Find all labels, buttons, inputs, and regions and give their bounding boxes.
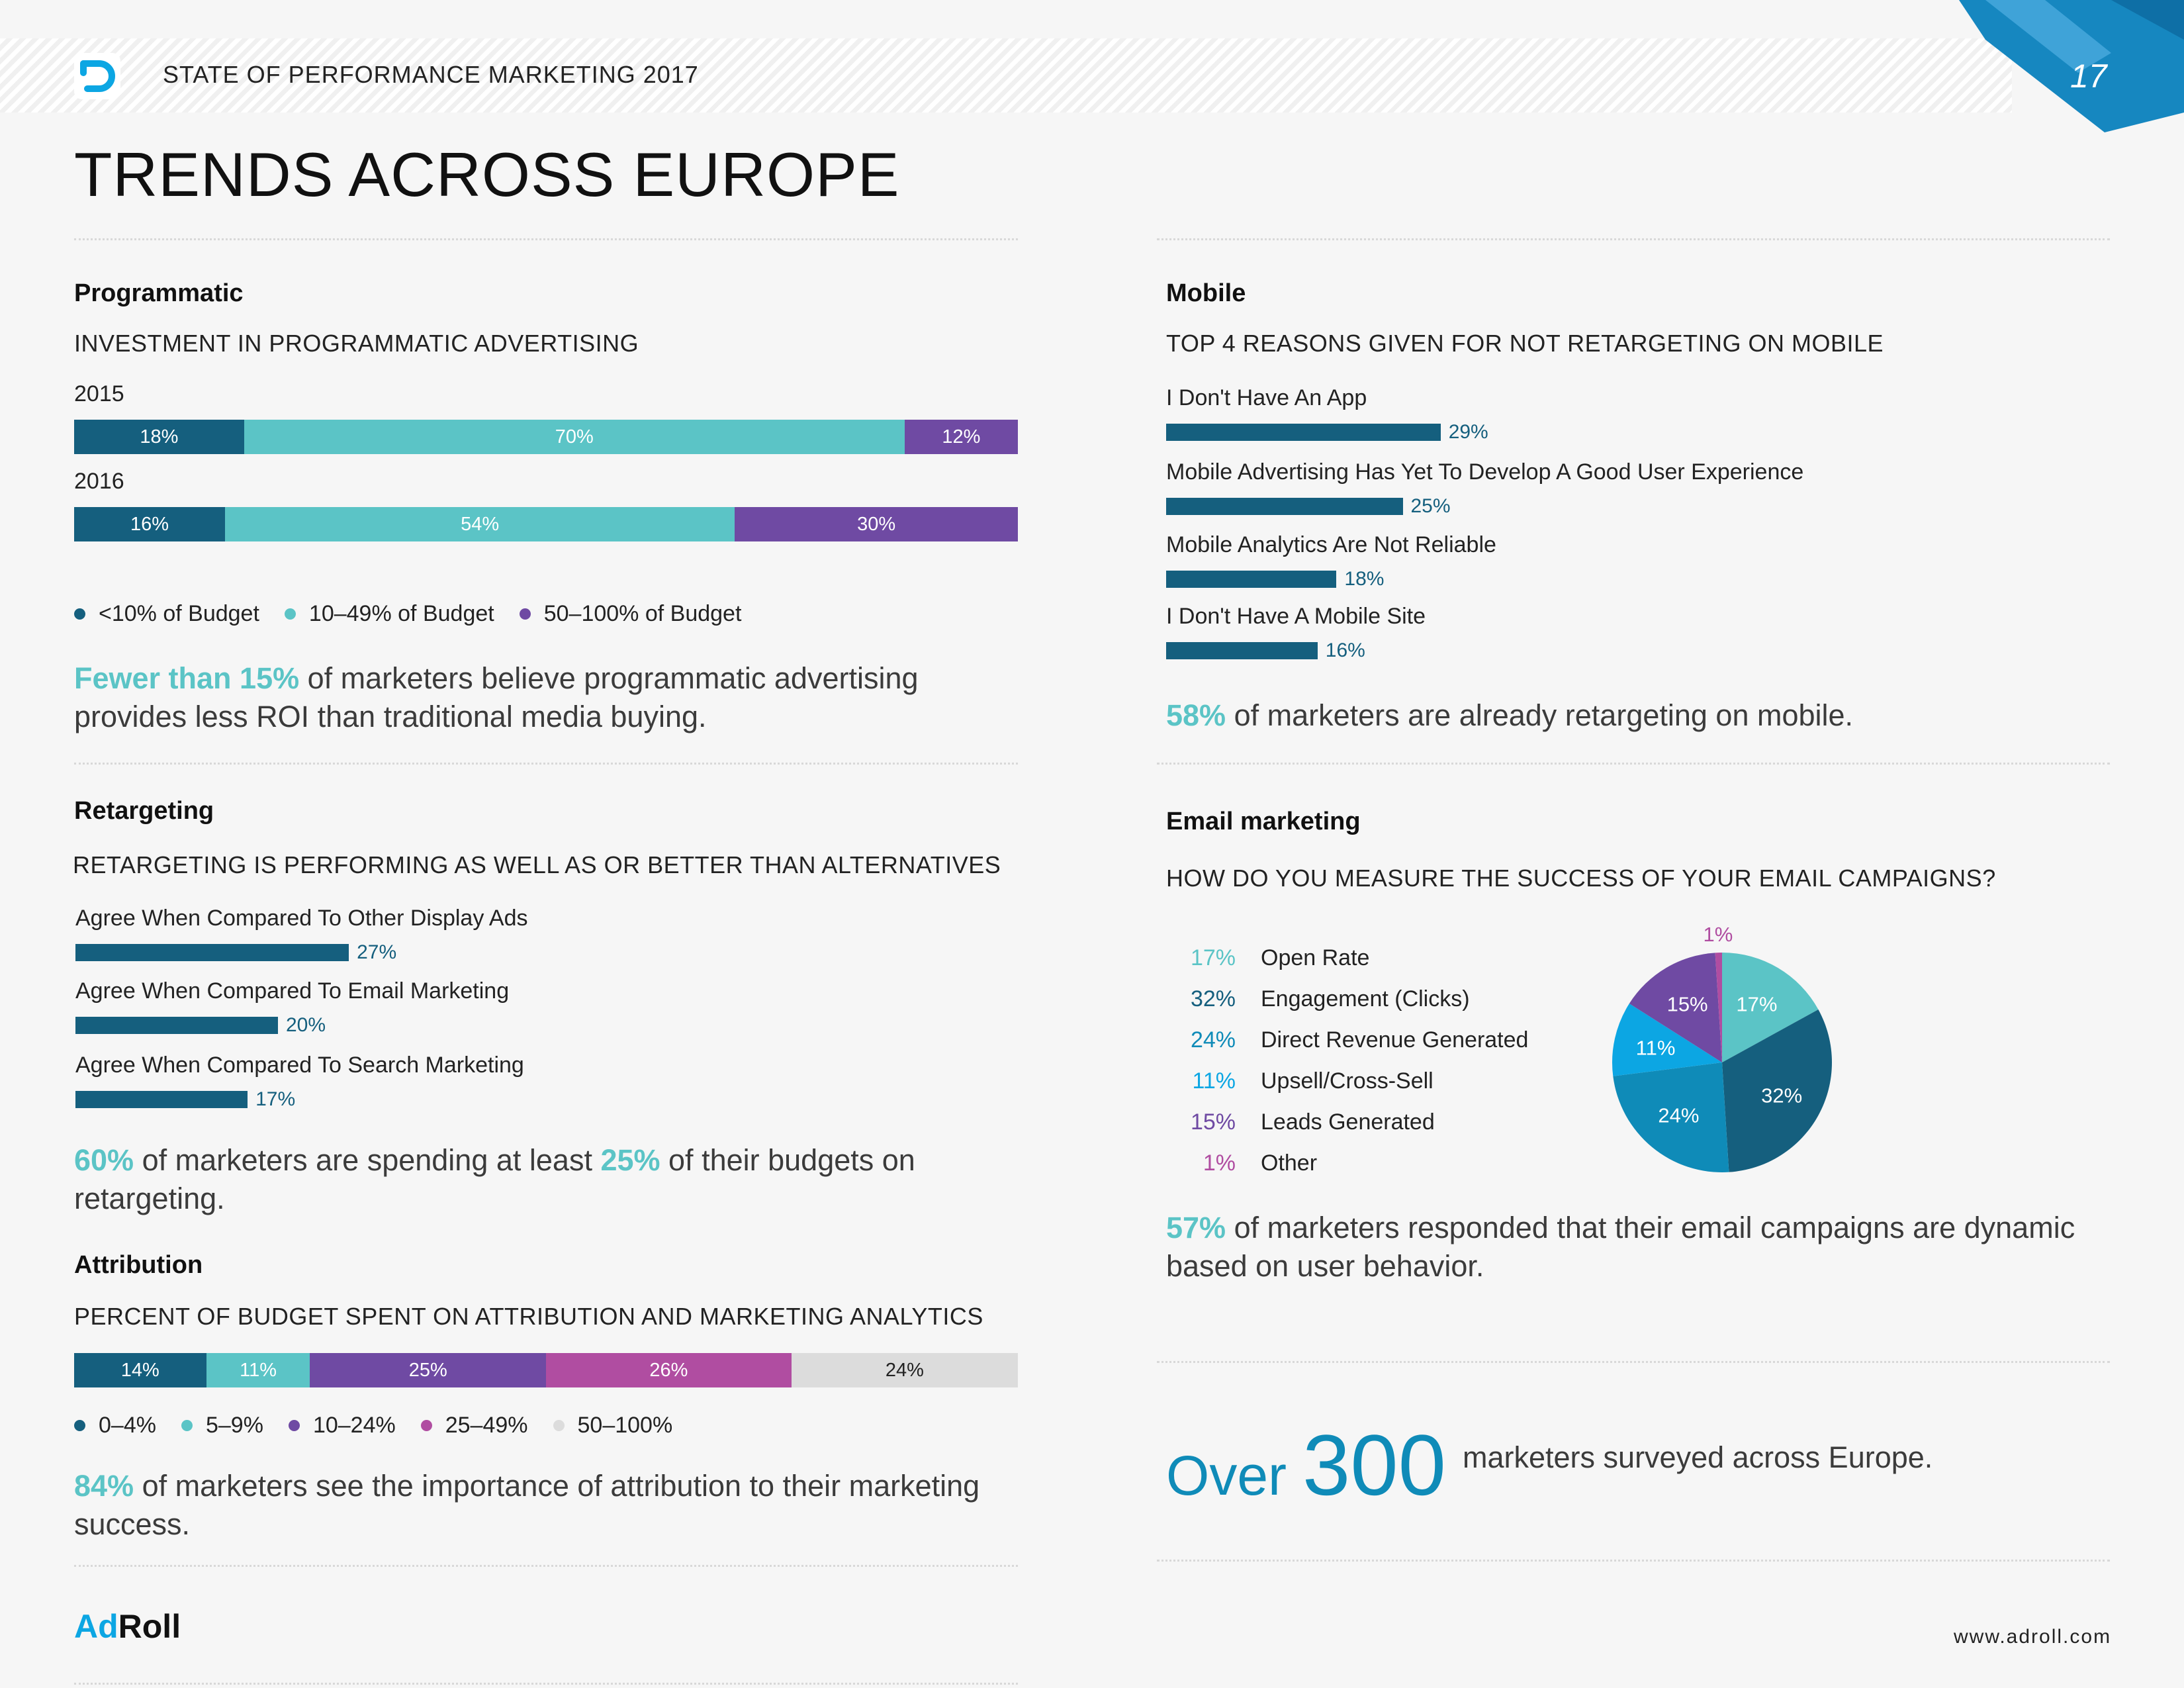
legend-label: 5–9% [205,1413,263,1438]
attribution-statement [74,1467,1018,1544]
email-title: Email marketing [1166,808,1361,835]
divider [1157,763,2110,765]
survey-number: 300 [1302,1417,1446,1513]
stacked-bar [74,507,1018,541]
bar-segment: 70% [244,420,905,454]
email-legend-value: 1% [1203,1150,1236,1176]
bar-segment: 30% [735,507,1018,541]
bar-segment: 24% [792,1353,1018,1387]
adroll-logo [74,1607,181,1646]
bar-segment: 11% [206,1353,310,1387]
legend-label: 10–24% [312,1413,396,1438]
pie-label: 15% [1666,992,1708,1016]
chart-legend [74,1413,698,1438]
attribution-text: of marketers see the importance of attribution to their marketing success. [74,1469,980,1541]
bar-value: 20% [286,1014,326,1036]
email-legend-value: 24% [1190,1027,1236,1053]
legend-item [181,1413,263,1438]
email-legend-value: 17% [1190,945,1236,970]
bar [1166,424,1441,441]
email-subtitle: HOW DO YOU MEASURE THE SUCCESS OF YOUR EMAIL CAMPAIGNS? [1166,865,1996,892]
programmatic-subtitle: INVESTMENT IN PROGRAMMATIC ADVERTISING [74,330,639,357]
survey-callout [1166,1415,1446,1515]
email-legend-row [1166,1102,1528,1143]
bar [75,1091,248,1108]
legend-swatch [421,1420,432,1431]
pie-label: 11% [1635,1036,1676,1060]
divider [74,238,1018,240]
bar-label: I Don't Have An App [1166,385,1367,410]
bar-segment: 54% [225,507,735,541]
retargeting-highlight-2: 25% [600,1143,660,1177]
attribution-title: Attribution [74,1251,203,1279]
retargeting-title: Retargeting [74,797,214,825]
mobile-highlight: 58% [1166,698,1226,732]
email-legend-label: Leads Generated [1261,1109,1435,1135]
bar [1166,571,1336,588]
divider [74,1565,1018,1567]
bar-value: 25% [1410,495,1451,517]
stacked-bar [74,420,1018,454]
adroll-logo-ad: Ad [74,1608,118,1645]
email-legend-row [1166,978,1528,1019]
legend-swatch [74,608,85,620]
email-legend-label: Engagement (Clicks) [1261,986,1470,1011]
pie-label: 1% [1703,923,1733,947]
survey-over: Over [1166,1444,1287,1507]
adroll-d-logo-icon [74,53,120,99]
email-legend-row [1166,937,1528,978]
email-legend-row [1166,1143,1528,1184]
legend-swatch [553,1420,565,1431]
mobile-text: of marketers are already retargeting on mobile. [1226,698,1854,732]
retargeting-text-2: of their budgets on retargeting. [74,1143,915,1215]
legend-swatch [285,608,296,620]
legend-label: <10% of Budget [99,601,259,626]
mobile-subtitle: TOP 4 REASONS GIVEN FOR NOT RETARGETING ON MOBILE [1166,330,1884,357]
legend-item [553,1413,673,1438]
bar-label: Agree When Compared To Other Display Ads [75,906,528,931]
bar [75,1017,278,1034]
legend-label: 50–100% of Budget [543,601,742,626]
stacked-bar [74,1353,1018,1387]
bar-segment: 14% [74,1353,206,1387]
email-legend-value: 15% [1190,1109,1236,1135]
legend-item [74,1413,156,1438]
email-text: of marketers responded that their email campaigns are dynamic based on user behavior. [1166,1211,2075,1283]
email-statement [1166,1209,2106,1286]
adroll-logo-roll: Roll [118,1608,181,1645]
legend-swatch [289,1420,300,1431]
legend-item [421,1413,528,1438]
divider [74,1683,1018,1685]
programmatic-highlight: Fewer than 15% [74,661,300,695]
bar [1166,498,1403,515]
legend-label: 0–4% [99,1413,156,1438]
legend-swatch [181,1420,193,1431]
email-legend-label: Direct Revenue Generated [1261,1027,1529,1053]
divider [1157,1560,2110,1562]
bar-label: Agree When Compared To Email Marketing [75,978,510,1004]
programmatic-text: of marketers believe programmatic advertising provides less ROI than traditional media buying. [74,661,919,733]
email-legend-label: Other [1261,1150,1318,1176]
year-label: 2016 [74,469,124,494]
bar-value: 17% [255,1088,296,1110]
email-legend-value: 32% [1190,986,1236,1011]
footer-url: www.adroll.com [1954,1626,2112,1648]
bar-value: 16% [1325,639,1365,661]
page-number: 17 [2070,58,2107,95]
retargeting-subtitle: RETARGETING IS PERFORMING AS WELL AS OR BETTER THAN ALTERNATIVES [73,851,1001,878]
legend-item [520,601,742,627]
programmatic-statement [74,659,1018,736]
legend-item [285,601,494,627]
bar-value: 27% [357,941,397,963]
legend-label: 25–49% [445,1413,528,1438]
chart-legend [74,601,766,627]
programmatic-title: Programmatic [74,279,244,307]
bar-segment: 26% [546,1353,792,1387]
divider [1157,238,2110,240]
retargeting-statement [74,1141,1054,1218]
divider [1157,1361,2110,1363]
retargeting-highlight-1: 60% [74,1143,134,1177]
legend-label: 10–49% of Budget [308,601,494,626]
email-legend [1166,937,1528,1184]
attribution-highlight: 84% [74,1469,134,1503]
bar-segment: 16% [74,507,225,541]
divider [74,763,1018,765]
pie-label: 17% [1736,992,1778,1016]
email-legend-value: 11% [1192,1068,1236,1094]
legend-swatch [520,608,531,620]
bar-label: I Don't Have A Mobile Site [1166,604,1426,629]
bar-value: 18% [1344,568,1385,590]
bar-label: Mobile Analytics Are Not Reliable [1166,532,1496,557]
report-title: STATE OF PERFORMANCE MARKETING 2017 [163,61,699,88]
mobile-statement [1166,696,2106,735]
bar-segment: 12% [905,420,1018,454]
email-pie-chart [1575,914,1853,1178]
bar [1166,642,1318,659]
bar [75,944,349,961]
bar-label: Agree When Compared To Search Marketing [75,1053,524,1078]
pie-label: 24% [1658,1103,1700,1127]
legend-item [74,601,259,627]
mobile-title: Mobile [1166,279,1246,307]
email-legend-label: Open Rate [1261,945,1370,970]
bar-value: 29% [1448,421,1488,443]
email-legend-row [1166,1060,1528,1102]
legend-swatch [74,1420,85,1431]
page-title: TRENDS ACROSS EUROPE [74,140,900,209]
bar-segment: 25% [310,1353,546,1387]
bar-segment: 18% [74,420,244,454]
email-highlight: 57% [1166,1211,1226,1244]
bar-label: Mobile Advertising Has Yet To Develop A Good User Experience [1166,459,1804,485]
survey-text: marketers surveyed across Europe. [1463,1440,1933,1474]
email-legend-row [1166,1019,1528,1060]
pie-label: 32% [1761,1084,1803,1107]
year-label: 2015 [74,381,124,406]
attribution-subtitle: PERCENT OF BUDGET SPENT ON ATTRIBUTION AND MARKETING ANALYTICS [74,1303,983,1330]
retargeting-text-1: of marketers are spending at least [134,1143,601,1177]
legend-item [289,1413,396,1438]
email-legend-label: Upsell/Cross-Sell [1261,1068,1433,1094]
legend-label: 50–100% [577,1413,673,1438]
